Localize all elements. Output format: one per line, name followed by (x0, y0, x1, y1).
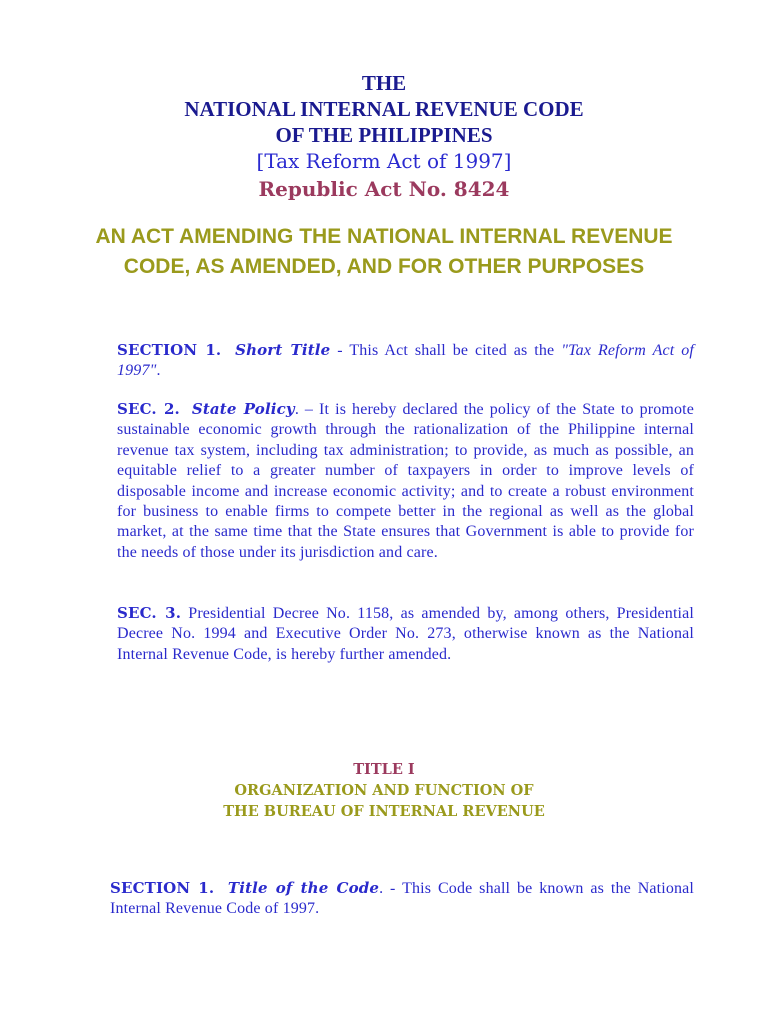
section-heading: Title of the Code (227, 879, 380, 897)
header-act-name: [Tax Reform Act of 1997] (256, 149, 512, 173)
title-name-line2: THE BUREAU OF INTERNAL REVENUE (223, 803, 545, 820)
document-header (0, 70, 768, 203)
section-label: SEC. 3. (117, 604, 182, 622)
section-body: - This Act shall be cited as the (330, 342, 562, 359)
section-end: . (156, 362, 161, 380)
section-body: . – It is hereby declared the policy of the State to promote sustainable economic growth through the rationalization of the Philippine internal revenue tax system, including tax administration; to provide, as much as possible, an equitable relief to a greater number of taxpayers in order to improve levels of disposable income and increase economic activity; and to create a robust environment for business to enable firms to compete better in the regional as well as the global market, at the same time that the State ensures that Government is able to provide for the needs of those under its jurisdiction and care. (117, 401, 694, 561)
section-quote: "Tax Reform Act of 1997" (117, 342, 695, 380)
section-label: SECTION 1. (117, 341, 222, 359)
section-label: SEC. 2. (117, 400, 180, 418)
header-country: OF THE PHILIPPINES (275, 123, 493, 147)
section-label: SECTION 1. (110, 879, 215, 897)
section-body: . - This Code shall be known as the National Internal Revenue Code of 1997. (110, 880, 694, 918)
section-heading: Short Title (235, 341, 331, 359)
title-block (0, 759, 768, 822)
header-code-name: NATIONAL INTERNAL REVENUE CODE (184, 97, 584, 121)
title-section-1-paragraph (110, 878, 694, 920)
section-heading: State Policy (191, 400, 295, 418)
section-1-paragraph (117, 340, 694, 382)
title-number: TITLE I (353, 761, 415, 778)
act-title: AN ACT AMENDING THE NATIONAL INTERNAL REVENUE CODE, AS AMENDED, AND FOR OTHER PURPOSES (95, 225, 673, 278)
section-2-paragraph (117, 399, 694, 563)
header-the: THE (361, 71, 407, 95)
section-body: Presidential Decree No. 1158, as amended by, among others, Presidential Decree No. 1994 and Executive Order No. 273, otherwise known as the National Internal Revenue Code, is hereby further amended. (117, 605, 694, 663)
title-name-line1: ORGANIZATION AND FUNCTION OF (234, 782, 534, 799)
section-3-paragraph (117, 603, 694, 665)
header-republic-act: Republic Act No. 8424 (258, 177, 510, 201)
